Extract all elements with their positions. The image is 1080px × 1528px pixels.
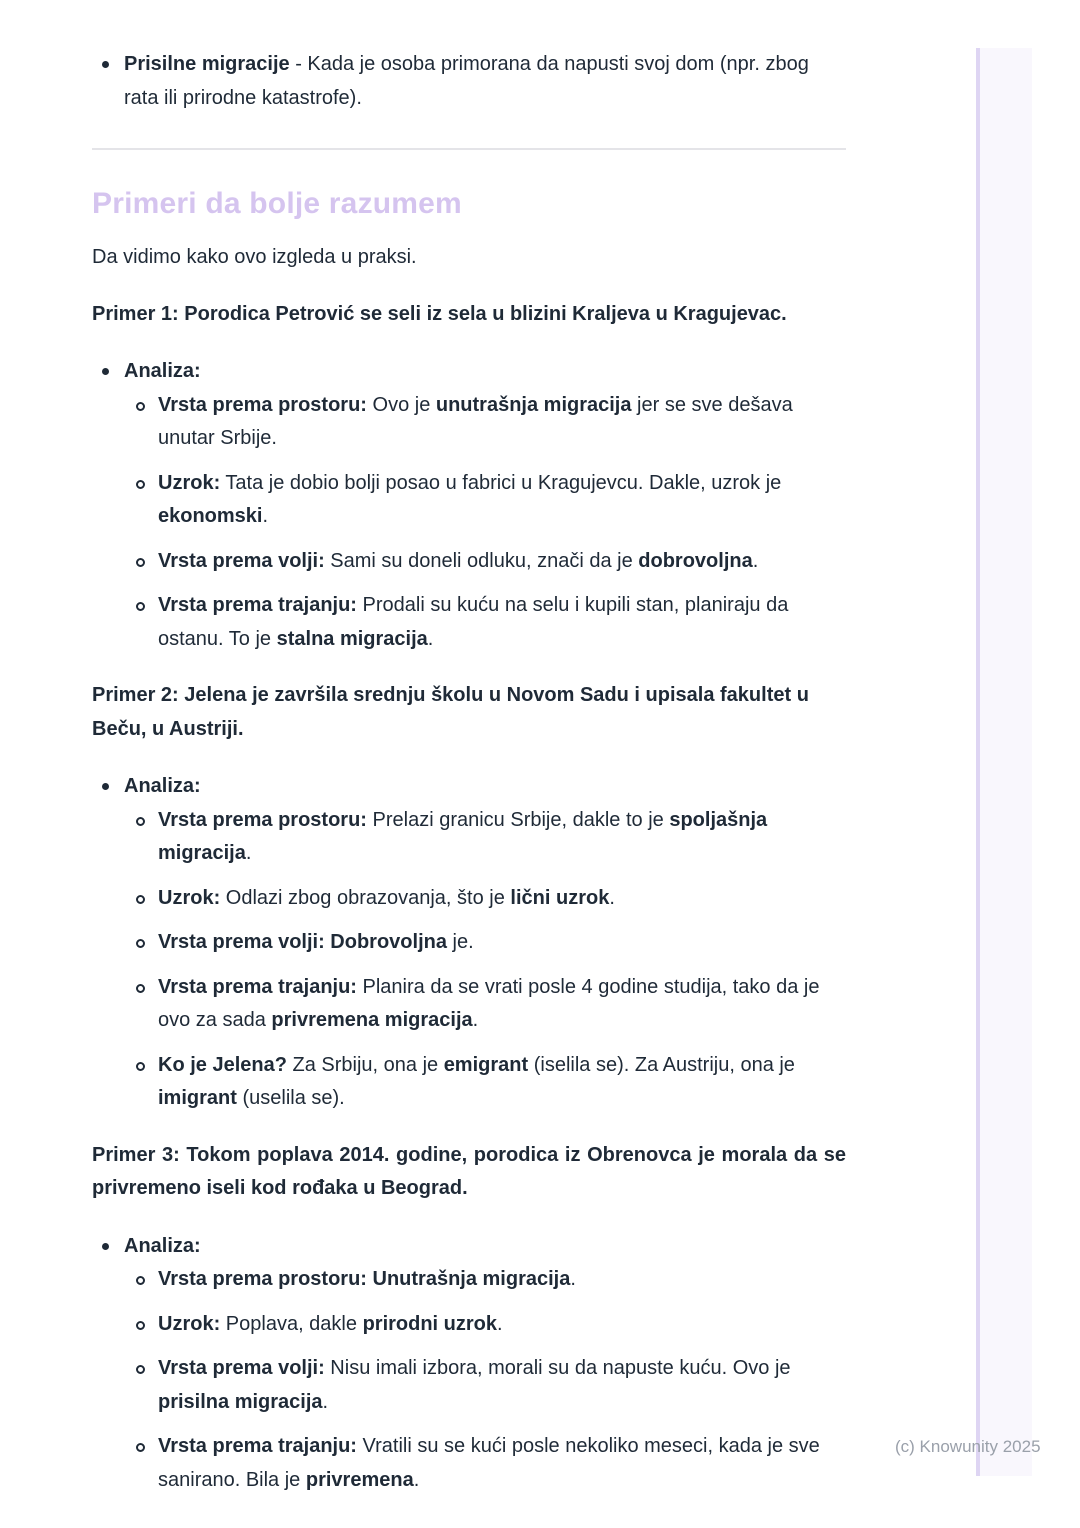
analysis-point-text: Vrsta prema volji: Sami su doneli odluku, znači da je dobrovoljna. (158, 549, 759, 572)
circle-bullet-icon (136, 1365, 145, 1374)
example-1-title: Primer 1: Porodica Petrović se seli iz sela u blizini Kraljeva u Kragujevac. (92, 302, 787, 325)
analysis-point-text: Uzrok: Tata je dobio bolji posao u fabrici u Kragujevcu. Dakle, uzrok je ekonomski. (158, 471, 782, 527)
circle-bullet-icon (136, 895, 145, 904)
lead-paragraph: Da vidimo kako ovo izgleda u praksi. (92, 246, 417, 268)
analysis-label: Analiza: (124, 1234, 201, 1257)
analysis-points (124, 804, 846, 1116)
analysis-point (124, 1308, 846, 1342)
divider (92, 148, 846, 150)
example-2-title: Primer 2: Jelena je završila srednju školu u Novom Sadu i upisala fakultet u Beču, u Austriji. (92, 684, 809, 740)
analysis-point (124, 1049, 846, 1116)
analysis-points (124, 389, 846, 657)
analysis-point (124, 467, 846, 534)
circle-bullet-icon (136, 402, 145, 411)
circle-bullet-icon (136, 1062, 145, 1071)
analysis-points (124, 1263, 846, 1497)
circle-bullet-icon (136, 1321, 145, 1330)
analysis-point (124, 1263, 846, 1297)
example-1-analysis-list (92, 355, 846, 656)
example-2-analysis-list (92, 770, 846, 1116)
copyright-watermark: (c) Knowunity 2025 (895, 1437, 1041, 1456)
list-item-text: Prisilne migracije - Kada je osoba primorana da napusti svoj dom (npr. zbog rata ili prirodne katastrofe). (124, 53, 809, 109)
circle-bullet-icon (136, 939, 145, 948)
analysis-point-text: Vrsta prema volji: Nisu imali izbora, morali su da napuste kuću. Ovo je prisilna migracija. (158, 1357, 791, 1413)
analysis-point-text: Vrsta prema volji: Dobrovoljna je. (158, 931, 474, 953)
analysis-point (124, 1352, 846, 1419)
analysis-item (92, 1230, 846, 1498)
analysis-point-text: Vrsta prema trajanju: Planira da se vrati posle 4 godine studija, tako da je ovo za sada privremena migracija. (158, 975, 820, 1031)
analysis-point-text: Uzrok: Poplava, dakle prirodni uzrok. (158, 1312, 503, 1335)
example-3-title: Primer 3: Tokom poplava 2014. godine, porodica iz Obrenovca je morala da se privremeno iseli kod rođaka u Beograd. (92, 1143, 846, 1199)
analysis-point (124, 804, 846, 871)
analysis-point (124, 589, 846, 656)
analysis-point (124, 926, 846, 960)
analysis-point (124, 389, 846, 456)
circle-bullet-icon (136, 1443, 145, 1452)
bullet-icon (102, 368, 109, 375)
analysis-label: Analiza: (124, 360, 201, 382)
analysis-item (92, 770, 846, 1116)
bullet-icon (102, 61, 109, 68)
analysis-point (124, 545, 846, 579)
definition-list (92, 48, 846, 115)
analysis-point-text: Vrsta prema prostoru: Ovo je unutrašnja migracija jer se sve dešava unutar Srbije. (158, 393, 793, 449)
circle-bullet-icon (136, 602, 145, 611)
circle-bullet-icon (136, 1276, 145, 1285)
analysis-point-text: Vrsta prema prostoru: Unutrašnja migracija. (158, 1268, 576, 1290)
circle-bullet-icon (136, 480, 145, 489)
circle-bullet-icon (136, 558, 145, 567)
example-3-analysis-list (92, 1230, 846, 1498)
analysis-point-text: Ko je Jelena? Za Srbiju, ona je emigrant (iselila se). Za Austriju, ona je imigrant (uselila se). (158, 1053, 795, 1109)
circle-bullet-icon (136, 984, 145, 993)
bullet-icon (102, 1243, 109, 1250)
analysis-point-text: Vrsta prema prostoru: Prelazi granicu Srbije, dakle to je spoljašnja migracija. (158, 808, 768, 864)
bullet-icon (102, 783, 109, 790)
list-item-prisilne-migracije (92, 48, 846, 115)
circle-bullet-icon (136, 817, 145, 826)
analysis-label: Analiza: (124, 775, 201, 797)
analysis-point (124, 1430, 846, 1497)
analysis-point (124, 971, 846, 1038)
analysis-point-text: Vrsta prema trajanju: Vratili su se kući posle nekoliko meseci, kada je sve sanirano. Bila je privremena. (158, 1435, 820, 1491)
analysis-point-text: Vrsta prema trajanju: Prodali su kuću na selu i kupili stan, planiraju da ostanu. To je stalna migracija. (158, 594, 789, 650)
analysis-item (92, 355, 846, 656)
section-heading: Primeri da bolje razumem (92, 187, 462, 220)
analysis-point (124, 882, 846, 916)
analysis-point-text: Uzrok: Odlazi zbog obrazovanja, što je lični uzrok. (158, 886, 615, 909)
